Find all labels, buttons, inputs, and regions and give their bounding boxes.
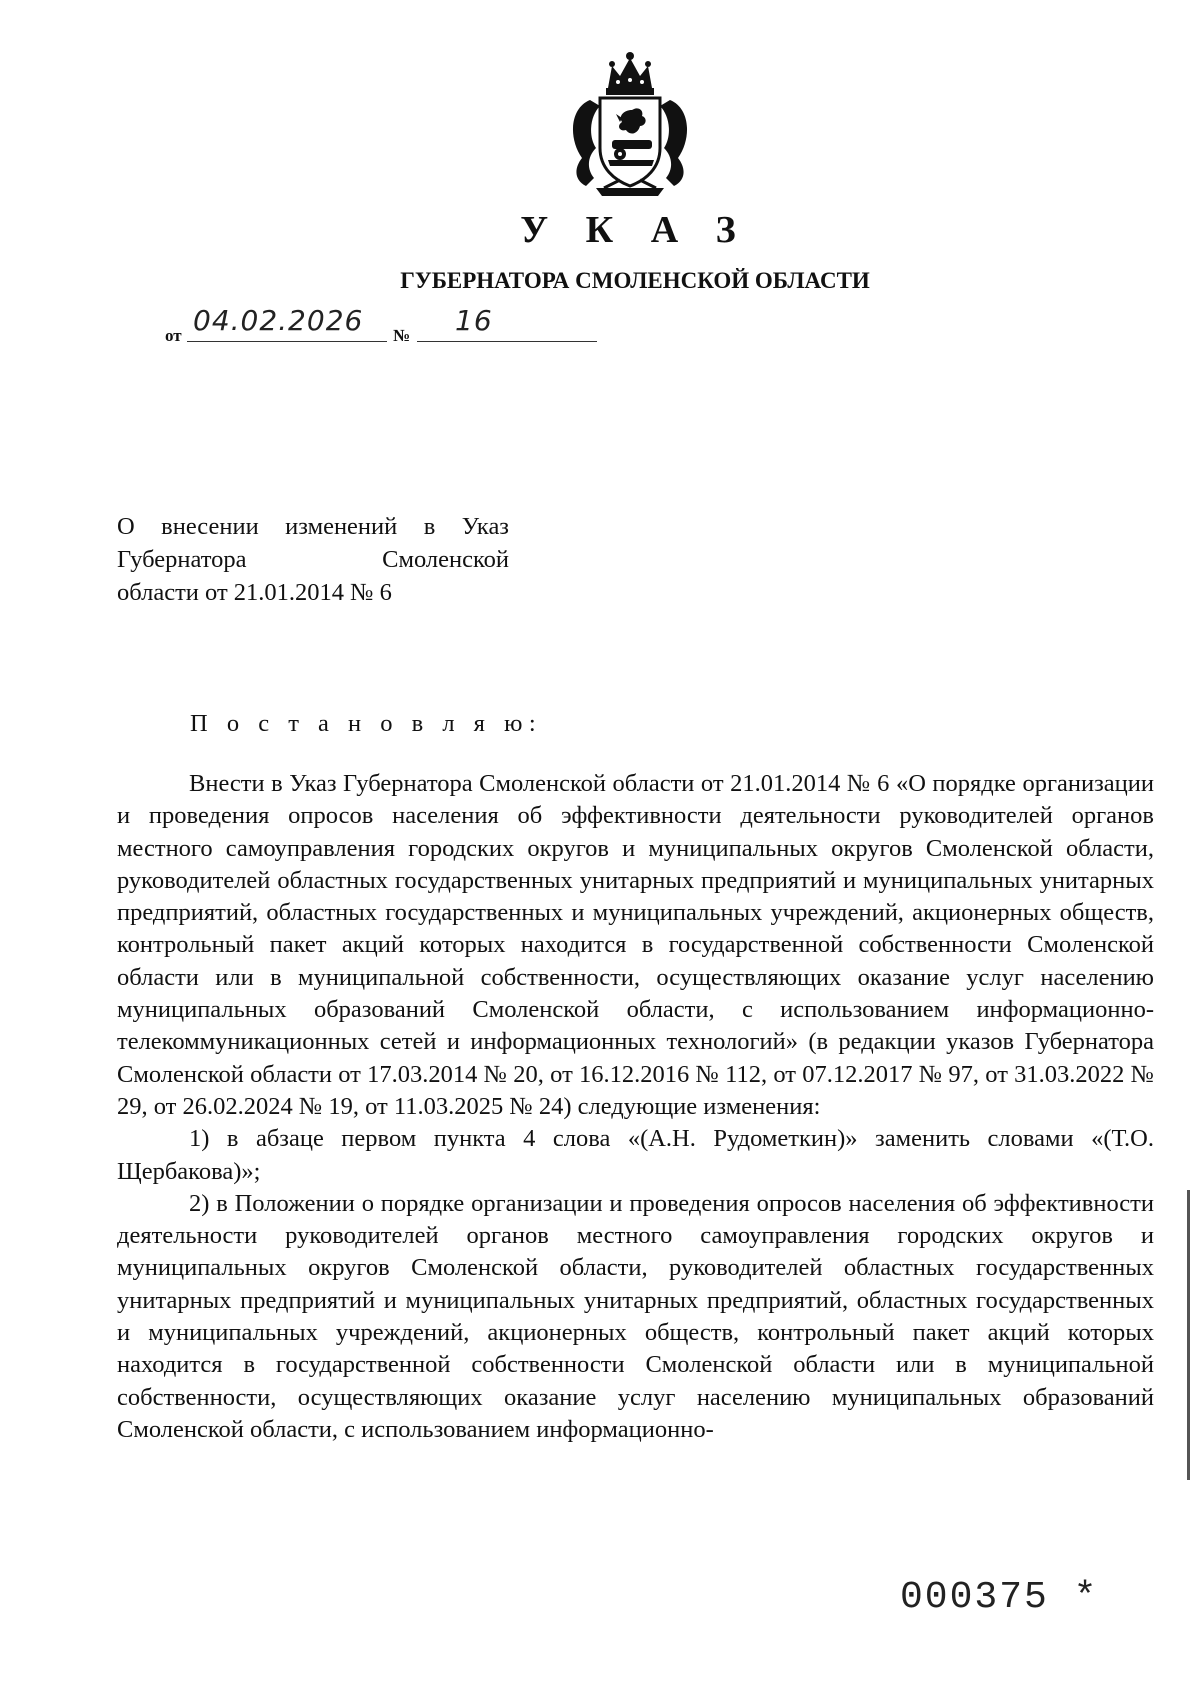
document-subject	[117, 510, 509, 609]
date-number-line	[165, 302, 615, 346]
body-paragraph-2: 1) в абзаце первом пункта 4 слова «(А.Н. Рудометкин)» заменить словами «(Т.О. Щербакова)»;	[117, 1125, 1154, 1185]
body-paragraph-3: 2) в Положении о порядке организации и проведения опросов населения об эффективности деятельности руководителей органов местного самоуправления городских округов и муниципальных округов Смоленской области, руководителей областных государственных унитарных предприятий и муниципальных унитарных предприятий, областных государственных и муниципальных учреждений, акционерных обществ, контрольный пакет акций которых находится в государственной собственности Смоленской области или в муниципальной собственности, осуществляющих оказание услуг населению муниципальных образований Смоленской области, с использованием информационно-	[117, 1189, 1154, 1443]
subject-line-3: области от 21.01.2014 № 6	[117, 579, 392, 606]
coat-of-arms-icon	[560, 48, 700, 198]
number-prefix: №	[393, 326, 411, 345]
subject-line-2: Губернатора Смоленской	[117, 546, 509, 573]
subject-line-1: О внесении изменений в Указ	[117, 513, 509, 540]
handwritten-date: 04.02.2026	[193, 304, 364, 337]
number-underline	[417, 341, 597, 342]
handwritten-number: 16	[455, 304, 493, 337]
page-edge-mark	[1187, 1190, 1190, 1480]
decree-word: П о с т а н о в л я ю:	[190, 710, 543, 737]
date-prefix: от	[165, 326, 182, 345]
document-title: У К А З	[520, 209, 750, 251]
document-subtitle: ГУБЕРНАТОРА СМОЛЕНСКОЙ ОБЛАСТИ	[400, 268, 870, 293]
body-paragraph-1: Внести в Указ Губернатора Смоленской области от 21.01.2014 № 6 «О порядке организации и проведения опросов населения об эффективности деятельности руководителей органов местного самоуправления городских округов и муниципальных округов Смоленской области, руководителей областных государственных унитарных предприятий и муниципальных унитарных предприятий, областных государственных и муниципальных учреждений, акционерных обществ, контрольный пакет акций которых находится в государственной собственности Смоленской области или в муниципальной собственности, осуществляющих оказание услуг населению муниципальных образований Смоленской области, с использованием информационно-телекоммуникационных сетей и информационных технологий» (в редакции указов Губернатора Смоленской области от 17.03.2014 № 20, от 16.12.2016 № 112, от 07.12.2017 № 97, от 31.03.2022 № 29, от 26.02.2024 № 19, от 11.03.2025 № 24) следующие изменения:	[117, 770, 1154, 1120]
registration-number: 000375 *	[900, 1576, 1099, 1619]
date-underline	[187, 341, 387, 342]
document-body	[117, 768, 1154, 1446]
